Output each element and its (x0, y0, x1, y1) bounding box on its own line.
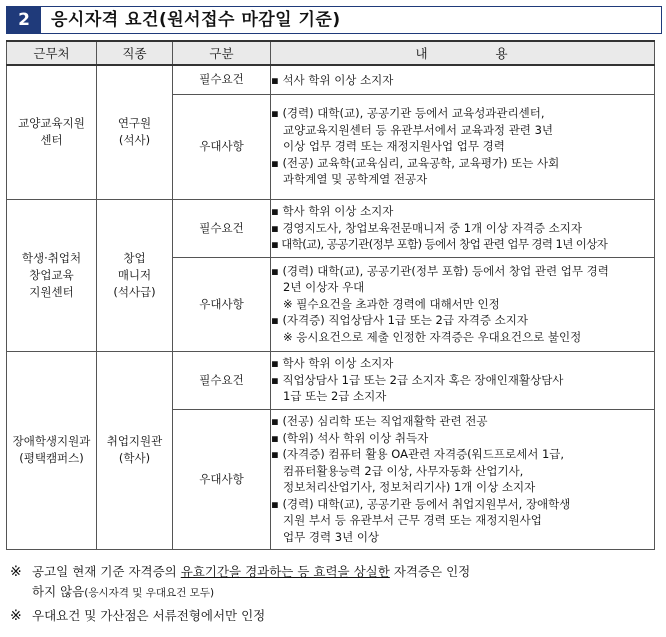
content-cell: ▪ (전공) 심리학 또는 직업재활학 관련 전공 ▪ (학위) 석사 학위 이상 취득자 ▪ (자격증) 컴퓨터 활용 OA관련 자격증(워드프로세서 1급, 컴퓨터활용능력 2급 이상, 사무자동화 산업기사, 정보처리산업기사, 정보처리기사) 1개 이상 소지자 ▪ (경력) 대학(교), 공공기관 등에서 취업지원부서, 장애학생 지원 부서 등 유관부서 근무 경력 또는 재정지원사업 업무 경력 3년 이상 (271, 409, 655, 549)
header-content: 내 용 (271, 41, 655, 65)
footnote-validity-cont: 하지 않음(응시자격 및 우대요건 모두) (32, 584, 215, 599)
table-row (7, 65, 655, 94)
header-workplace: 근무처 (7, 41, 97, 65)
category-cell: 우대사항 (173, 94, 271, 199)
table-row (7, 351, 655, 409)
category-cell: 필수요건 (173, 351, 271, 409)
table-header-row (7, 41, 655, 65)
footnote-validity: ※ 공고일 현재 기준 자격증의 유효기간을 경과하는 등 효력을 상실한 자격증은 인정 (10, 564, 471, 580)
header-job: 직종 (97, 41, 173, 65)
content-cell: ▪ 학사 학위 이상 소지자 ▪ 직업상담사 1급 또는 2급 소지자 혹은 장애인재활상담사 1급 또는 2급 소지자 (271, 351, 655, 409)
note-mark: ※ (10, 608, 22, 624)
job-cell: 창업 매니저 (석사급) (97, 199, 173, 351)
content-cell: ▪ (경력) 대학(교), 공공기관 등에서 교육성과관리센터, 교양교육지원센터 등 유관부서에서 교육과정 관련 3년 이상 업무 경력 또는 재정지원사업 업무 경력 ▪ (전공) 교육학(교육심리, 교육공학, 교육평가) 또는 사회 과학계열 및 공학계열 전공자 (271, 94, 655, 199)
table-row (7, 199, 655, 257)
footnote-preference: ※ 우대요건 및 가산점은 서류전형에서만 인정 (10, 608, 266, 624)
requirements-table (6, 40, 655, 550)
workplace-cell: 장애학생지원과 (평택캠퍼스) (7, 351, 97, 549)
category-cell: 필수요건 (173, 65, 271, 94)
header-category: 구분 (173, 41, 271, 65)
content-cell: ▪ 학사 학위 이상 소지자 ▪ 경영지도사, 창업보육전문매니저 중 1개 이상 자격증 소지자 ▪ 대학(교), 공공기관(정부 포함) 등에서 창업 관련 업무 경력 1년 이상자 (271, 199, 655, 257)
workplace-cell: 학생·취업처 창업교육 지원센터 (7, 199, 97, 351)
workplace-cell: 교양교육지원 센터 (7, 65, 97, 199)
job-cell: 연구원 (석사) (97, 65, 173, 199)
section-title-bar (6, 6, 662, 34)
section-number: 2 (7, 7, 41, 33)
category-cell: 필수요건 (173, 199, 271, 257)
content-cell: ▪ (경력) 대학(교), 공공기관(정부 포함) 등에서 창업 관련 업무 경력 2년 이상자 우대 ※ 필수요건을 초과한 경력에 대해서만 인정 ▪ (자격증) 직업상담사 1급 또는 2급 자격증 소지자 ※ 응시요건으로 제출 인정한 자격증은 우대요건으로 불인정 (271, 257, 655, 351)
job-cell: 취업지원관 (학사) (97, 351, 173, 549)
section-title: 응시자격 요건(원서접수 마감일 기준) (51, 10, 341, 30)
note-mark: ※ (10, 564, 22, 580)
category-cell: 우대사항 (173, 257, 271, 351)
content-cell: ▪ 석사 학위 이상 소지자 (271, 65, 655, 94)
category-cell: 우대사항 (173, 409, 271, 549)
